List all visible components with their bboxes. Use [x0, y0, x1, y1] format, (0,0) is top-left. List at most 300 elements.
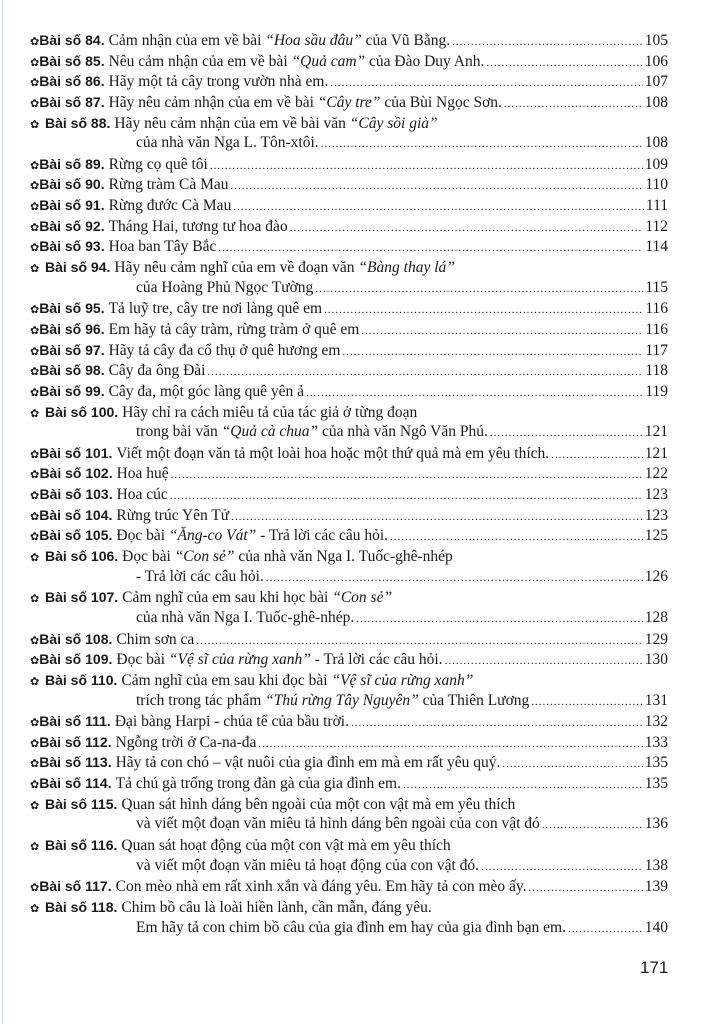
toc-entry[interactable] — [30, 670, 668, 711]
entry-title — [109, 175, 229, 196]
entry-text: Cây đa ông Đài — [108, 362, 206, 380]
entry-title — [109, 196, 232, 217]
entry-title — [109, 341, 341, 362]
toc-entry-line — [30, 92, 668, 113]
entry-text: Hãy chỉ ra cách miêu tả của tác giả ở từng đoạn — [122, 403, 418, 421]
dot-leader — [330, 73, 642, 94]
entry-label: Bài số 98. — [39, 362, 105, 379]
entry-text: của nhà văn Nga L. Tôn-xtôi. — [136, 134, 319, 152]
entry-label: Bài số 84. — [39, 32, 105, 48]
flower-bullet-icon: ✿ — [30, 262, 40, 276]
toc-entry[interactable] — [30, 319, 668, 340]
entry-text: Em hãy tả cây tràm, rừng tràm ở quê em — [108, 320, 360, 338]
entry-title — [109, 382, 304, 403]
entry-text: Rừng cọ quê tôi — [108, 155, 208, 173]
entry-page-number: 116 — [645, 320, 668, 338]
entry-page-number: 131 — [644, 691, 668, 709]
entry-page-number: 117 — [645, 341, 668, 359]
entry-title — [136, 567, 264, 588]
entry-text: Chim bồ câu là loài hiền lành, cần mẫn, đáng yêu. — [121, 898, 432, 916]
entry-page-number: 108 — [644, 93, 668, 111]
flower-bullet-icon: ✿ — [30, 468, 40, 482]
entry-label: Bài số 118. — [45, 898, 118, 915]
dot-leader — [196, 631, 642, 652]
entry-title — [122, 588, 392, 609]
entry-title — [109, 361, 206, 382]
flower-bullet-icon: ✿ — [30, 447, 40, 461]
flower-bullet-icon: ✿ — [30, 798, 40, 812]
entry-label: Bài số 90. — [39, 176, 105, 193]
entry-text: Viết một đoạn văn tả một loài hoa hoặc một thứ quả mà em yêu thích. — [116, 444, 550, 462]
toc-entry[interactable] — [30, 340, 668, 361]
flower-bullet-icon: ✿ — [30, 757, 40, 771]
entry-page-number: 138 — [644, 856, 668, 874]
toc-entry[interactable] — [30, 752, 668, 773]
entry-page-number: 111 — [645, 197, 668, 215]
dot-leader — [351, 713, 643, 734]
dot-leader — [233, 197, 644, 218]
page-edge — [2, 0, 3, 1024]
entry-text: Tả luỹ tre, cây tre nơi làng quê em — [108, 300, 323, 318]
entry-text: Quan sát hình dáng bên ngoài của một con vật mà em yêu thích — [121, 795, 516, 813]
toc-entry[interactable] — [30, 402, 668, 443]
work-title: “Cây tre” — [317, 93, 381, 111]
entry-label: Bài số 101. — [39, 444, 113, 461]
toc-entry-line — [30, 649, 668, 670]
flower-bullet-icon: ✿ — [30, 303, 40, 317]
entry-title — [136, 814, 540, 835]
page-number: 171 — [640, 958, 669, 977]
entry-label: Bài số 114. — [39, 775, 112, 792]
toc-entry-line — [30, 71, 668, 92]
work-title: “Ăng-co Vát” — [168, 527, 257, 545]
toc-entry-continuation — [30, 422, 668, 443]
toc-entry-line — [30, 236, 668, 257]
toc-entry-line — [30, 897, 668, 918]
dot-leader — [321, 134, 643, 155]
toc-entry[interactable] — [30, 773, 668, 794]
dot-leader — [481, 857, 643, 878]
entry-title — [114, 258, 455, 279]
entry-title — [109, 93, 502, 114]
work-title: “Quả cà chua” — [221, 423, 319, 441]
toc-entry-line — [30, 216, 668, 237]
entry-page-number: 128 — [644, 608, 668, 626]
toc-entry[interactable] — [30, 381, 668, 402]
entry-text: Quan sát hoạt động của một con vật mà em yêu thích — [121, 836, 451, 854]
flower-bullet-icon: ✿ — [30, 179, 40, 193]
entry-page-number: 123 — [644, 506, 668, 524]
flower-bullet-icon: ✿ — [30, 117, 40, 131]
toc-entry-line — [30, 51, 668, 72]
entry-title — [136, 608, 354, 629]
toc-entry[interactable] — [30, 51, 668, 72]
entry-text: của nhà văn Ngô Văn Phú. — [318, 423, 488, 441]
toc-entry-line — [30, 546, 668, 567]
flower-bullet-icon: ✿ — [30, 241, 40, 255]
entry-title — [109, 52, 485, 73]
flower-bullet-icon: ✿ — [30, 55, 40, 69]
entry-text: của Đào Duy Anh. — [365, 52, 485, 70]
entry-label: Bài số 96. — [39, 320, 105, 337]
entry-text: của Bùi Ngọc Sơn. — [380, 93, 502, 111]
flower-bullet-icon: ✿ — [30, 716, 40, 730]
dot-leader — [504, 94, 643, 115]
entry-text: Đại bàng Harpi - chúa tể của bầu trời. — [114, 713, 349, 731]
work-title: “Hoa sầu đâu” — [265, 32, 362, 49]
entry-label: Bài số 88. — [45, 114, 111, 131]
flower-bullet-icon: ✿ — [30, 654, 40, 668]
entry-label: Bài số 110. — [45, 671, 118, 688]
dot-leader — [231, 507, 643, 528]
entry-title — [115, 712, 349, 733]
entry-text: Rừng tràm Cà Mau — [108, 176, 229, 194]
entry-label: Bài số 104. — [39, 506, 113, 523]
dot-leader — [207, 362, 643, 383]
dot-leader — [403, 775, 643, 796]
flower-bullet-icon: ✿ — [30, 344, 40, 358]
toc-entry-line — [30, 794, 668, 815]
entry-text: Hoa ban Tây Bắc — [108, 238, 217, 256]
entry-title — [136, 918, 566, 939]
entry-text: - Trả lời các câu hỏi. — [310, 651, 443, 669]
flower-bullet-icon: ✿ — [30, 509, 40, 523]
dot-leader — [218, 238, 643, 259]
entry-page-number: 133 — [644, 733, 668, 751]
entry-title — [109, 320, 360, 341]
entry-label: Bài số 99. — [39, 382, 105, 399]
entry-text: Hoa huệ — [116, 465, 169, 483]
entry-label: Bài số 94. — [45, 259, 111, 276]
entry-page-number: 139 — [644, 878, 668, 896]
toc-entry[interactable] — [30, 195, 668, 216]
flower-bullet-icon: ✿ — [30, 323, 40, 337]
entry-page-number: 112 — [645, 217, 668, 235]
flower-bullet-icon: ✿ — [30, 633, 40, 647]
flower-bullet-icon: ✿ — [30, 35, 40, 48]
toc-entry-line — [30, 113, 668, 134]
flower-bullet-icon: ✿ — [30, 489, 40, 503]
entry-title — [122, 547, 453, 568]
dot-leader — [445, 651, 643, 672]
dot-leader — [356, 609, 643, 630]
work-title: “Vệ sĩ của rừng xanh” — [168, 651, 311, 669]
entry-page-number: 136 — [644, 815, 668, 833]
entry-text: Hãy một tả cây trong vườn nhà em. — [108, 73, 329, 91]
toc-entry[interactable] — [30, 216, 668, 237]
entry-page-number: 119 — [645, 382, 668, 400]
dot-leader — [486, 53, 642, 74]
entry-page-number: 115 — [645, 278, 668, 296]
toc-entry[interactable] — [30, 587, 668, 628]
toc-entry-line — [30, 587, 668, 608]
toc-entry-line — [30, 463, 668, 484]
work-title: “Thú rừng Tây Nguyên” — [265, 691, 419, 709]
entry-label: Bài số 86. — [39, 73, 105, 90]
entry-text: Chim sơn ca — [116, 630, 195, 648]
entry-page-number: 108 — [644, 134, 668, 152]
toc-entry[interactable] — [30, 113, 668, 154]
entry-label: Bài số 108. — [39, 630, 113, 647]
entry-label: Bài số 87. — [39, 93, 105, 110]
toc-entry[interactable] — [30, 443, 668, 464]
dot-leader — [171, 465, 643, 486]
toc-entry[interactable] — [30, 236, 668, 257]
toc-entry[interactable] — [30, 525, 668, 546]
flower-bullet-icon: ✿ — [30, 220, 40, 234]
entry-page-number: 126 — [644, 567, 668, 585]
flower-bullet-icon: ✿ — [30, 530, 40, 544]
toc-entry-continuation — [30, 278, 668, 299]
entry-text: Đọc bài — [122, 548, 175, 566]
entry-title — [121, 795, 515, 816]
flower-bullet-icon: ✿ — [30, 76, 40, 90]
entry-title — [116, 444, 549, 465]
entry-text: trích trong tác phẩm — [136, 691, 266, 709]
table-of-contents — [30, 30, 668, 938]
entry-page-number: 107 — [644, 73, 668, 91]
entry-page-number: 122 — [644, 465, 668, 483]
dot-leader — [452, 32, 643, 53]
entry-title — [116, 877, 527, 898]
entry-label: Bài số 102. — [39, 465, 113, 482]
toc-entry[interactable] — [30, 876, 668, 897]
entry-text: Hãy tả cây đa cổ thụ ở quê hương em — [108, 341, 341, 359]
toc-entry-continuation — [30, 918, 668, 939]
toc-entry[interactable] — [30, 484, 668, 505]
toc-entry-line — [30, 732, 668, 753]
entry-title — [117, 485, 168, 506]
dot-leader — [342, 342, 643, 363]
entry-text: Đọc bài — [116, 527, 169, 545]
toc-entry[interactable] — [30, 30, 668, 51]
entry-label: Bài số 103. — [39, 486, 113, 503]
entry-label: Bài số 91. — [39, 197, 105, 214]
entry-title — [121, 836, 450, 857]
toc-entry[interactable] — [30, 463, 668, 484]
toc-entry[interactable] — [30, 257, 668, 298]
dot-leader — [551, 445, 643, 466]
entry-title — [116, 753, 501, 774]
entry-title — [116, 630, 194, 651]
entry-title — [136, 133, 319, 154]
entry-title — [114, 114, 437, 135]
toc-entry-line — [30, 195, 668, 216]
flower-bullet-icon: ✿ — [30, 200, 40, 214]
toc-entry-line — [30, 876, 668, 897]
work-title: “Con sẻ” — [332, 589, 393, 607]
dot-leader — [324, 300, 643, 321]
work-title: “Quả cam” — [291, 52, 366, 70]
entry-title — [109, 217, 288, 238]
toc-entry-line — [30, 174, 668, 195]
entry-title — [122, 403, 417, 424]
entry-page-number: 130 — [644, 651, 668, 669]
entry-page-number: 106 — [644, 52, 668, 70]
entry-page-number: 132 — [644, 713, 668, 731]
entry-text: Nêu cảm nhận của em về bài — [108, 52, 292, 70]
entry-title — [116, 526, 388, 547]
toc-entry-line — [30, 525, 668, 546]
flower-bullet-icon: ✿ — [30, 365, 40, 379]
entry-text: của Thiên Lương — [418, 691, 530, 709]
entry-text: của nhà văn Nga I. Tuốc-ghê-nhép. — [136, 608, 355, 626]
entry-title — [121, 671, 473, 692]
entry-title — [136, 856, 479, 877]
dot-leader — [531, 692, 642, 713]
toc-entry-line — [30, 154, 668, 175]
toc-entry-line — [30, 670, 668, 691]
flower-bullet-icon: ✿ — [30, 158, 40, 172]
dot-leader — [490, 423, 643, 444]
entry-title — [109, 31, 451, 52]
toc-entry[interactable] — [30, 897, 668, 938]
entry-text: và viết một đoạn văn miêu tả hình dáng bên ngoài của con vật đó — [136, 815, 540, 833]
toc-entry-continuation — [30, 814, 668, 835]
dot-leader — [266, 568, 643, 589]
entry-page-number: 121 — [644, 423, 668, 441]
entry-page-number: 105 — [644, 32, 668, 49]
dot-leader — [390, 527, 643, 548]
entry-title — [136, 422, 488, 443]
entry-label: Bài số 116. — [45, 836, 118, 853]
flower-bullet-icon: ✿ — [30, 592, 40, 606]
entry-text: Hãy nêu cảm nghĩ của em về đoạn văn — [114, 259, 359, 277]
dot-leader — [290, 218, 644, 239]
entry-title — [136, 691, 529, 712]
toc-entry[interactable] — [30, 505, 668, 526]
toc-entry[interactable] — [30, 546, 668, 587]
entry-text: Ngỗng trời ở Ca-na-đa — [115, 733, 257, 751]
flower-bullet-icon: ✿ — [30, 674, 40, 688]
toc-entry-line — [30, 484, 668, 505]
flower-bullet-icon: ✿ — [30, 901, 40, 915]
entry-text: Rừng đước Cà Mau — [108, 197, 232, 215]
entry-page-number: 121 — [644, 444, 668, 462]
entry-text: và viết một đoạn văn miêu tả hoạt động của con vật đó. — [136, 856, 480, 874]
toc-entry-line — [30, 340, 668, 361]
entry-label: Bài số 100. — [45, 403, 119, 420]
entry-text: Con mèo nhà em rất xinh xắn và đáng yêu. Em hãy tả con mèo ấy. — [115, 878, 527, 896]
flower-bullet-icon: ✿ — [30, 778, 40, 792]
entry-label: Bài số 85. — [39, 52, 105, 69]
work-title: “Vệ sĩ của rừng xanh” — [331, 671, 474, 689]
entry-title — [109, 237, 217, 258]
dot-leader — [258, 734, 642, 755]
toc-entry[interactable] — [30, 298, 668, 319]
toc-entry[interactable] — [30, 174, 668, 195]
dot-leader — [568, 919, 643, 940]
toc-entry[interactable] — [30, 732, 668, 753]
toc-entry[interactable] — [30, 711, 668, 732]
entry-label: Bài số 106. — [45, 548, 119, 565]
entry-label: Bài số 105. — [39, 527, 113, 544]
entry-text: Tả chú gà trống trong đàn gà của gia đình em. — [115, 775, 401, 793]
toc-entry[interactable] — [30, 794, 668, 835]
flower-bullet-icon: ✿ — [30, 96, 40, 110]
entry-text: trong bài văn — [136, 423, 222, 441]
entry-title — [109, 155, 208, 176]
toc-entry[interactable] — [30, 71, 668, 92]
entry-title — [109, 299, 323, 320]
entry-label: Bài số 112. — [39, 733, 112, 750]
dot-leader — [542, 815, 643, 836]
dot-leader — [210, 156, 643, 177]
entry-label: Bài số 93. — [39, 238, 105, 255]
entry-page-number: 125 — [644, 527, 668, 545]
flower-bullet-icon: ✿ — [30, 406, 40, 420]
flower-bullet-icon: ✿ — [30, 881, 40, 895]
entry-text: Rừng trúc Yên Tử — [116, 506, 230, 524]
toc-entry-line — [30, 835, 668, 856]
entry-page-number: 135 — [644, 775, 668, 793]
entry-title — [136, 278, 313, 299]
work-title: “Con sẻ” — [174, 548, 235, 566]
toc-entry[interactable] — [30, 360, 668, 381]
entry-text: Em hãy tả con chim bồ câu của gia đình em hay của gia đình bạn em. — [136, 918, 566, 936]
toc-entry-continuation — [30, 567, 668, 588]
dot-leader — [231, 176, 644, 197]
entry-text: - Trả lời các câu hỏi. — [136, 567, 264, 585]
entry-page-number: 109 — [644, 155, 668, 173]
toc-entry-line — [30, 443, 668, 464]
entry-text: Hãy nêu cảm nhận của em về bài văn — [114, 114, 350, 132]
toc-entry[interactable] — [30, 835, 668, 876]
flower-bullet-icon: ✿ — [30, 736, 40, 750]
work-title: “Cây sồi già” — [349, 114, 438, 132]
toc-entry-line — [30, 773, 668, 794]
dot-leader — [529, 878, 643, 899]
toc-entry[interactable] — [30, 92, 668, 113]
entry-page-number: 123 — [644, 486, 668, 504]
entry-page-number: 135 — [644, 754, 668, 772]
entry-label: Bài số 109. — [39, 651, 113, 668]
entry-page-number: 129 — [644, 630, 668, 648]
entry-title — [121, 898, 431, 919]
toc-entry-line — [30, 298, 668, 319]
entry-label: Bài số 89. — [39, 155, 105, 172]
entry-label: Bài số 92. — [39, 217, 105, 234]
entry-page-number: 140 — [644, 918, 668, 936]
flower-bullet-icon: ✿ — [30, 551, 40, 565]
toc-entry-continuation — [30, 608, 668, 629]
dot-leader — [170, 486, 643, 507]
entry-label: Bài số 117. — [39, 878, 112, 895]
work-title: “Bàng thay lá” — [358, 259, 455, 277]
entry-label: Bài số 107. — [45, 589, 119, 606]
toc-entry-line — [30, 505, 668, 526]
dot-leader — [306, 383, 643, 404]
entry-page-number: 116 — [645, 300, 668, 318]
entry-text: Cảm nghĩ của em sau khi đọc bài — [121, 671, 332, 689]
entry-label: Bài số 111. — [39, 713, 111, 730]
toc-entry-line — [30, 711, 668, 732]
entry-text: Đọc bài — [116, 651, 169, 669]
entry-text: Cảm nghĩ của em sau khi học bài — [122, 589, 333, 607]
entry-title — [116, 733, 257, 754]
toc-entry[interactable] — [30, 629, 668, 650]
entry-page-number: 110 — [645, 176, 668, 194]
entry-label: Bài số 97. — [39, 341, 105, 358]
toc-entry[interactable] — [30, 649, 668, 670]
entry-label: Bài số 113. — [39, 754, 112, 771]
toc-entry-continuation — [30, 856, 668, 877]
toc-entry-line — [30, 257, 668, 278]
entry-page-number: 118 — [645, 362, 668, 380]
toc-entry-line — [30, 30, 668, 51]
toc-entry-line — [30, 752, 668, 773]
toc-entry[interactable] — [30, 154, 668, 175]
